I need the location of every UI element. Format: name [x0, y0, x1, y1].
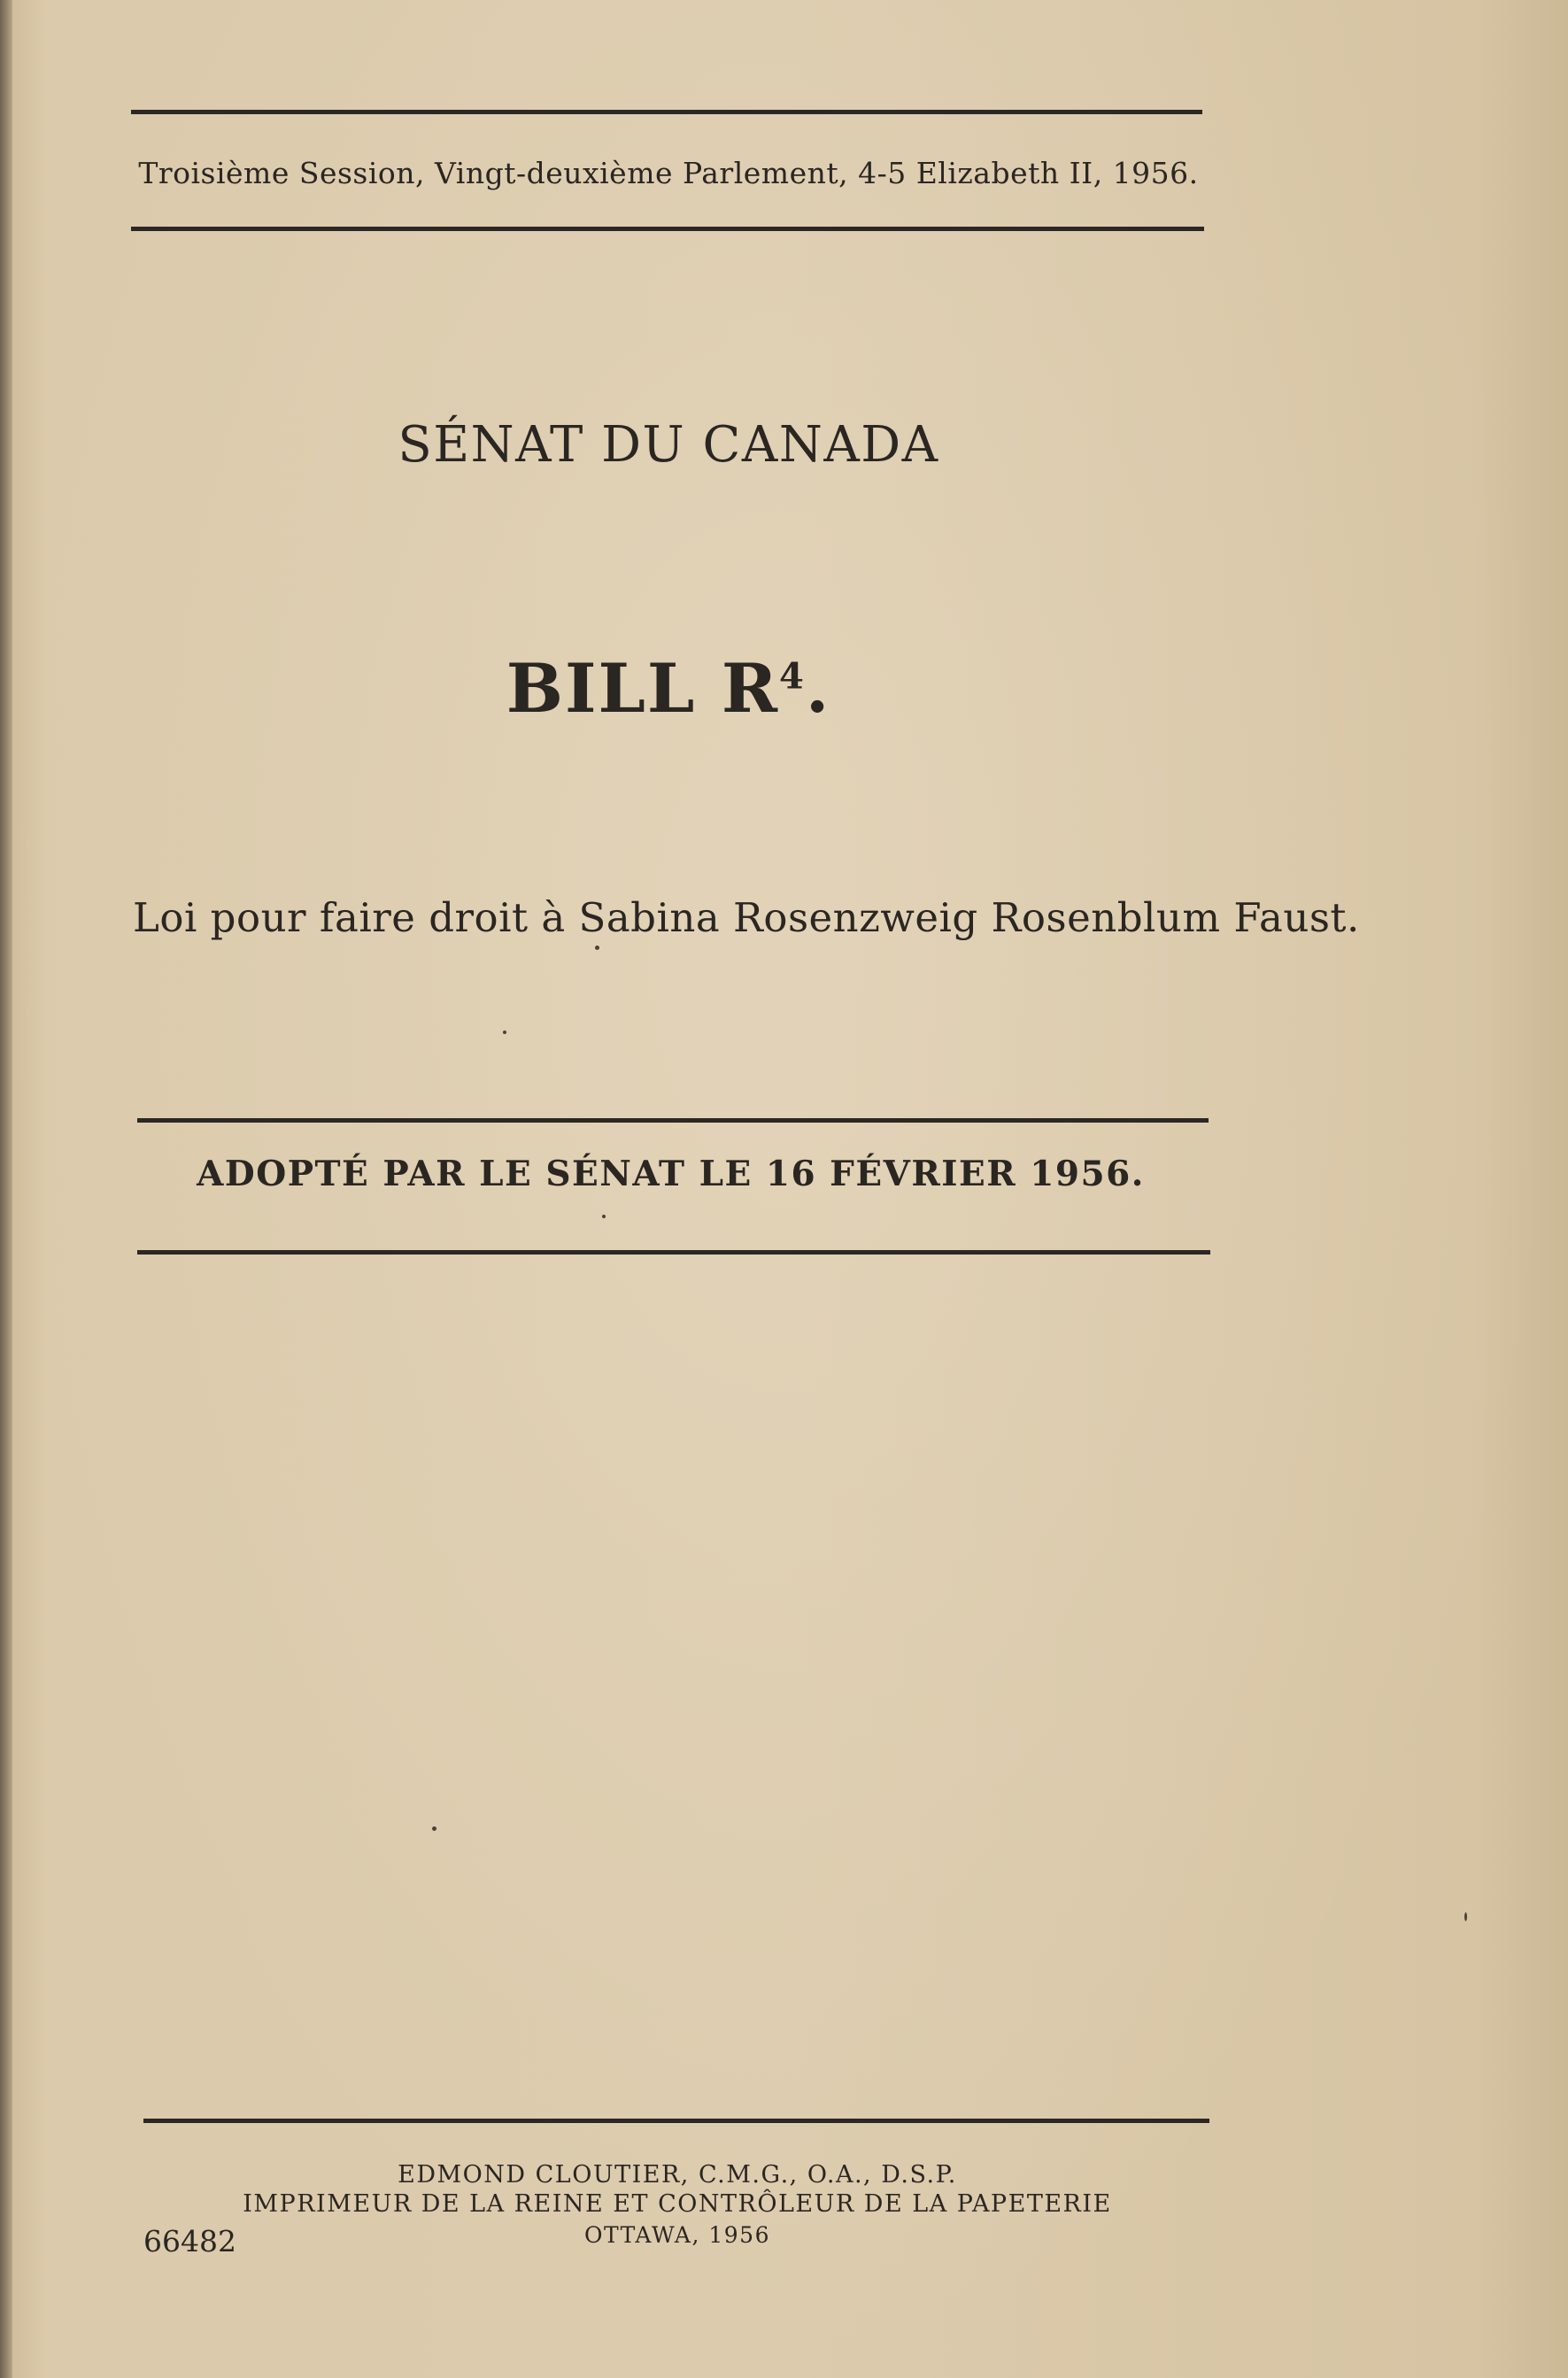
top-rule — [131, 110, 1202, 114]
printer-title: IMPRIMEUR DE LA REINE ET CONTRÔLEUR DE LA PAPETERIE — [243, 2190, 1112, 2218]
bill-prefix: BILL R — [506, 649, 779, 728]
printer-place-year: OTTAWA, 1956 — [583, 2222, 770, 2248]
paper-speck — [1464, 1912, 1467, 1921]
header-bottom-rule — [131, 227, 1204, 231]
imprint-rule — [143, 2119, 1209, 2123]
paper-speck — [432, 1826, 436, 1831]
chamber-title: SÉNAT DU CANADA — [398, 416, 939, 474]
page-binding-edge — [0, 0, 12, 2378]
printer-name: EDMOND CLOUTIER, C.M.G., O.A., D.S.P. — [398, 2161, 957, 2189]
document-number: 66482 — [143, 2224, 236, 2258]
paper-speck — [503, 1031, 506, 1034]
status-top-rule — [137, 1118, 1209, 1123]
bill-title — [133, 649, 1204, 728]
session-line: Troisième Session, Vingt-deuxième Parlement, 4-5 Elizabeth II, 1956. — [138, 156, 1199, 190]
adoption-status: ADOPTÉ PAR LE SÉNAT LE 16 FÉVRIER 1956. — [197, 1154, 1145, 1194]
bill-suffix: . — [805, 649, 831, 728]
paper-speck — [595, 946, 599, 950]
bill-superscript: 4 — [778, 655, 806, 698]
status-bottom-rule — [137, 1250, 1210, 1255]
bill-subject: Loi pour faire droit à Sabina Rosenzweig Rosenblum Faust. — [133, 894, 1360, 941]
paper-speck — [602, 1215, 606, 1218]
